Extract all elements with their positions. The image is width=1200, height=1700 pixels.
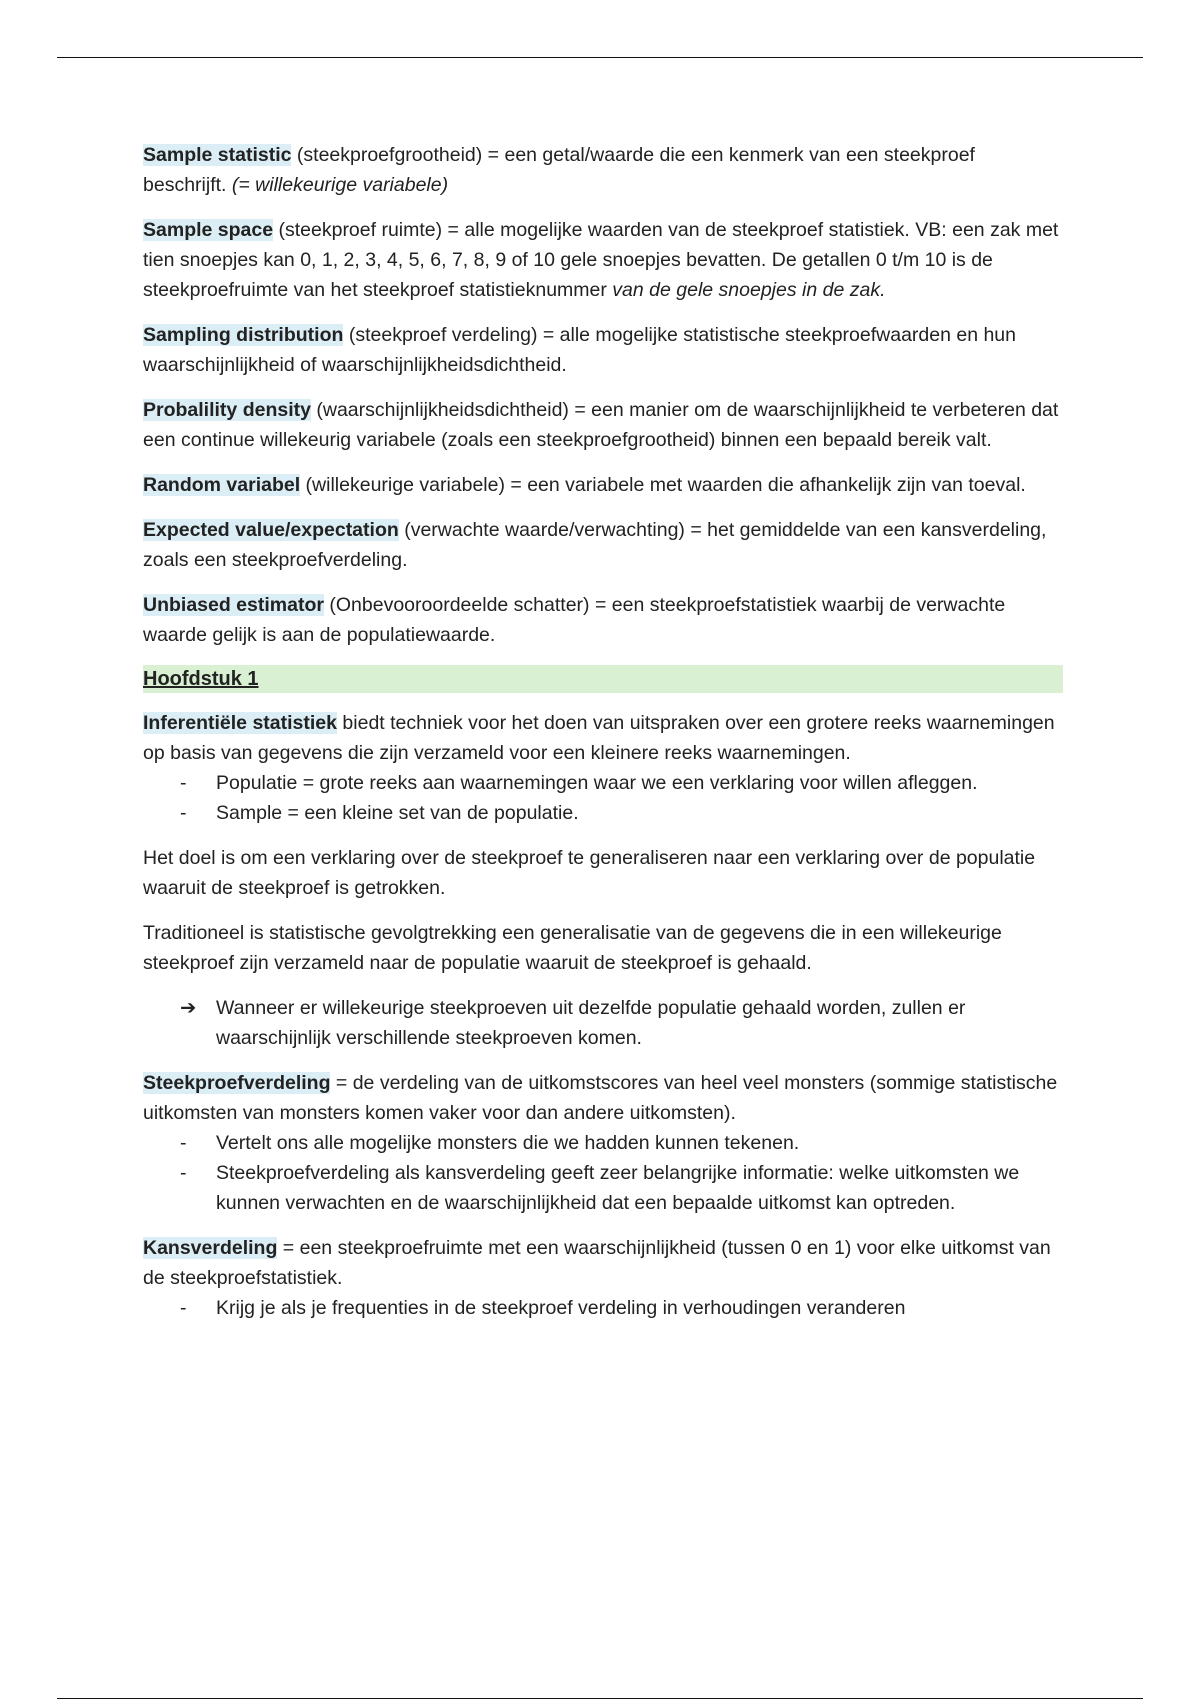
definition-text: (Onbevooroordeelde schatter) = een steekproefstatistiek waarbij de verwachte waarde gelijk is aan de populatiewaarde. bbox=[143, 594, 1006, 646]
dash-bullet: - bbox=[180, 772, 187, 794]
definition-italic: van de gele snoepjes in de zak. bbox=[612, 279, 886, 301]
traditional-paragraph: Traditioneel is statistische gevolgtrekking een generalisatie van de gegevens die in een willekeurige steekproef zijn verzameld naar de populatie waaruit de steekproef is gehaald. bbox=[143, 922, 1002, 974]
definition-text: (willekeurige variabele) = een variabele met waarden die afhankelijk zijn van toeval. bbox=[300, 474, 1026, 496]
footer-rule bbox=[57, 1698, 1143, 1699]
arrow-list-item bbox=[143, 993, 1063, 1053]
definition-italic: (= willekeurige variabele) bbox=[231, 174, 449, 196]
term: Random variabel bbox=[143, 474, 301, 496]
definition-expected-value bbox=[143, 515, 1063, 575]
term: Probalility density bbox=[143, 399, 311, 421]
arrow-item-text: Wanneer er willekeurige steekproeven uit dezelfde populatie gehaald worden, zullen er waarschijnlijk verschillende steekproeven komen. bbox=[216, 997, 966, 1049]
paragraph-text: = een steekproefruimte met een waarschijnlijkheid (tussen 0 en 1) voor elke uitkomst van de steekproefstatistiek. bbox=[143, 1237, 1051, 1289]
term: Sample space bbox=[143, 219, 274, 241]
definition-text: (steekproefgrootheid) = een getal/waarde die een kenmerk van een steekproef beschrijft. bbox=[143, 144, 975, 196]
term: Unbiased estimator bbox=[143, 594, 324, 616]
term: Steekproefverdeling bbox=[143, 1072, 331, 1094]
list-item bbox=[143, 1293, 1063, 1323]
definition-sample-space bbox=[143, 215, 1063, 305]
list-item bbox=[143, 1158, 1063, 1218]
list-item-text: Vertelt ons alle mogelijke monsters die we hadden kunnen tekenen. bbox=[216, 1132, 800, 1154]
list-item-text: Steekproefverdeling als kansverdeling geeft zeer belangrijke informatie: welke uitkomsten we kunnen verwachten en de waarschijnlijkheid dat een bepaalde uitkomst kan optreden. bbox=[216, 1162, 1020, 1214]
steekproefverdeling-bullet-list bbox=[143, 1128, 1063, 1218]
list-item bbox=[143, 768, 1063, 798]
paragraph-text: biedt techniek voor het doen van uitspraken over een grotere reeks waarnemingen op basis van gegevens die zijn verzameld voor een kleinere reeks waarnemingen. bbox=[143, 712, 1055, 764]
term: Sampling distribution bbox=[143, 324, 344, 346]
kansverdeling-paragraph bbox=[143, 1233, 1063, 1293]
definition-random-variable bbox=[143, 470, 1063, 500]
dash-bullet: - bbox=[180, 1162, 187, 1184]
dash-bullet: - bbox=[180, 1297, 187, 1319]
inferential-bullet-list bbox=[143, 768, 1063, 828]
paragraph-text: = de verdeling van de uitkomstscores van heel veel monsters (sommige statistische uitkomsten van monsters komen vaker voor dan andere uitkomsten). bbox=[143, 1072, 1058, 1124]
term: Kansverdeling bbox=[143, 1237, 278, 1259]
definition-unbiased-estimator bbox=[143, 590, 1063, 650]
arrow-icon: ➔ bbox=[180, 997, 197, 1019]
list-item bbox=[143, 1128, 1063, 1158]
definition-sampling-distribution bbox=[143, 320, 1063, 380]
list-item-text: Krijg je als je frequenties in de steekproef verdeling in verhoudingen veranderen bbox=[216, 1297, 906, 1319]
goal-paragraph: Het doel is om een verklaring over de steekproef te generaliseren naar een verklaring over de populatie waaruit de steekproef is getrokken. bbox=[143, 847, 1036, 899]
list-item-text: Sample = een kleine set van de populatie. bbox=[216, 802, 579, 824]
definition-text: (steekproef verdeling) = alle mogelijke statistische steekproefwaarden en hun waarschijnlijkheid of waarschijnlijkheidsdichtheid. bbox=[143, 324, 1017, 376]
header-rule bbox=[57, 57, 1143, 58]
definition-sample-statistic bbox=[143, 140, 1063, 200]
definition-probability-density bbox=[143, 395, 1063, 455]
kansverdeling-bullet-list bbox=[143, 1293, 1063, 1323]
dash-bullet: - bbox=[180, 1132, 187, 1154]
list-item-text: Populatie = grote reeks aan waarnemingen waar we een verklaring voor willen afleggen. bbox=[216, 772, 978, 794]
inferential-statistics-paragraph bbox=[143, 708, 1063, 768]
term: Expected value/expectation bbox=[143, 519, 399, 541]
definition-text: (steekproef ruimte) = alle mogelijke waarden van de steekproef statistiek. VB: een zak met tien snoepjes kan 0, 1, 2, 3, 4, 5, 6, 7, 8, 9 of 10 gele snoepjes bevatten. De getallen 0 t/m 10 is de steekproefruimte van het steekproef statistieknummer bbox=[143, 219, 1059, 301]
definition-text: (waarschijnlijkheidsdichtheid) = een manier om de waarschijnlijkheid te verbeteren dat een continue willekeurig variabele (zoals een steekproefgrootheid) binnen een bepaald bereik valt. bbox=[143, 399, 1059, 451]
definition-text: (verwachte waarde/verwachting) = het gemiddelde van een kansverdeling, zoals een steekproefverdeling. bbox=[143, 519, 1047, 571]
term: Inferentiële statistiek bbox=[143, 712, 337, 734]
document-body bbox=[143, 140, 1063, 1338]
steekproefverdeling-paragraph bbox=[143, 1068, 1063, 1128]
chapter-heading: Hoofdstuk 1 bbox=[143, 665, 1063, 693]
dash-bullet: - bbox=[180, 802, 187, 824]
list-item bbox=[143, 798, 1063, 828]
term: Sample statistic bbox=[143, 144, 292, 166]
